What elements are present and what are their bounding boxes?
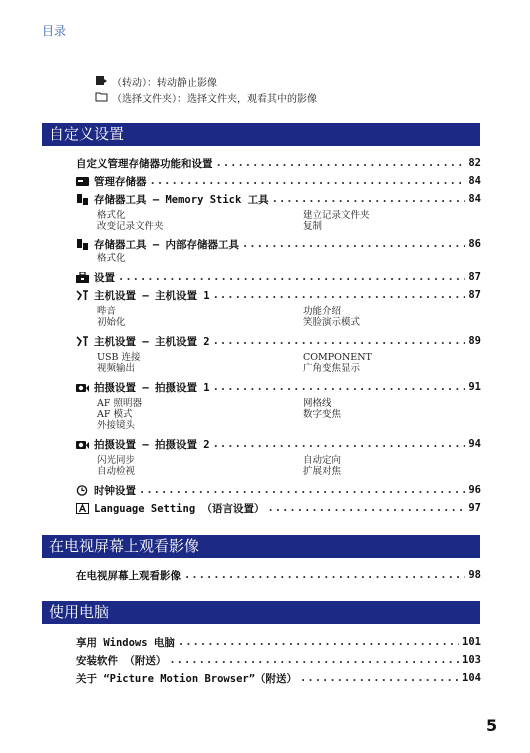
leader-dots	[118, 271, 465, 283]
intro-rotate-text: （转动）：转动静止影像	[112, 78, 217, 89]
intro-folder-text: （选择文件夹）：选择文件夹，观看其中的影像	[112, 94, 317, 105]
leader-dots	[300, 672, 459, 684]
camera-icon	[76, 439, 89, 450]
page-number: 5	[486, 716, 498, 735]
memory-tool-icon	[76, 239, 89, 250]
toc-entry-language-setting[interactable]	[76, 501, 481, 515]
entry-page: 87	[468, 289, 481, 301]
toc-entry-tv-viewing[interactable]	[76, 568, 481, 582]
subitem: 复制	[303, 221, 323, 232]
leader-dots	[213, 335, 466, 347]
wrench-icon	[76, 336, 89, 347]
wrench-icon	[76, 290, 89, 301]
subitem: AF 模式	[97, 409, 133, 420]
clock-icon	[76, 485, 89, 496]
entry-page: 86	[468, 238, 481, 250]
entry-label: 存储器工具 — 内部存储器工具	[94, 238, 239, 251]
leader-dots	[150, 175, 466, 187]
subitem: AF 照明器	[97, 398, 142, 409]
subitem: 广角变焦显示	[303, 363, 361, 374]
subitem: 自动定向	[303, 455, 342, 466]
leader-dots	[169, 654, 459, 666]
section-tv-viewing: 在电视屏幕上观看影像	[42, 535, 480, 558]
section-custom-settings: 自定义设置	[42, 123, 480, 146]
folder-icon	[95, 91, 108, 102]
toc-entry-windows-pc[interactable]	[76, 635, 481, 649]
subitem: USB 连接	[97, 352, 141, 363]
subitem: 自动检视	[97, 466, 136, 477]
subitem: 数字变焦	[303, 409, 342, 420]
entry-label: Language Setting （语言设置）	[94, 502, 265, 515]
leader-dots	[178, 636, 459, 648]
entry-page: 94	[468, 438, 481, 450]
subitem: 笑脸演示模式	[303, 317, 361, 328]
leader-dots	[139, 484, 465, 496]
language-icon	[76, 503, 89, 514]
leader-dots	[184, 569, 465, 581]
memory-tool-icon	[76, 194, 89, 205]
toc-entry-internal-memory-tool[interactable]	[76, 237, 481, 251]
camera-icon	[76, 382, 89, 393]
entry-label: 主机设置 — 主机设置 2	[94, 335, 210, 348]
section-using-computer: 使用电脑	[42, 601, 480, 624]
subitem: 外接镜头	[97, 420, 136, 431]
entry-page: 84	[468, 175, 481, 187]
subitem: 初始化	[97, 317, 126, 328]
entry-label: 自定义管理存储器功能和设置	[76, 157, 213, 170]
leader-dots	[213, 381, 466, 393]
leader-dots	[267, 502, 465, 514]
rotate-icon	[95, 75, 108, 86]
subitem: 哔音	[97, 306, 117, 317]
entry-page: 101	[462, 636, 481, 648]
subitem: 功能介绍	[303, 306, 342, 317]
subitem: 建立记录文件夹	[303, 210, 370, 221]
subitem: 改变记录文件夹	[97, 221, 164, 232]
leader-dots	[213, 289, 466, 301]
toc-link[interactable]: 目录	[42, 24, 67, 38]
entry-label: 关于 “Picture Motion Browser”（附送）	[76, 672, 298, 685]
entry-page: 82	[468, 157, 481, 169]
entry-label: 享用 Windows 电脑	[76, 636, 175, 649]
entry-page: 96	[468, 484, 481, 496]
entry-label: 在电视屏幕上观看影像	[76, 569, 181, 582]
subitem: 网格线	[303, 398, 332, 409]
entry-page: 89	[468, 335, 481, 347]
toc-entry-custom-memory[interactable]	[76, 156, 481, 170]
entry-label: 存储器工具 — Memory Stick 工具	[94, 193, 269, 206]
leader-dots	[242, 238, 465, 250]
toc-entry-shooting-setup-2[interactable]	[76, 437, 481, 451]
entry-page: 84	[468, 193, 481, 205]
leader-dots	[216, 157, 466, 169]
entry-label: 主机设置 — 主机设置 1	[94, 289, 210, 302]
toc-entry-memory-stick-tool[interactable]	[76, 192, 481, 206]
memory-manage-icon	[76, 176, 89, 187]
entry-page: 91	[468, 381, 481, 393]
toc-entry-install-software[interactable]	[76, 653, 481, 667]
subitem: COMPONENT	[303, 352, 372, 363]
subitem: 扩展对焦	[303, 466, 342, 477]
entry-label: 设置	[94, 271, 115, 284]
toc-entry-picture-motion-browser[interactable]	[76, 671, 481, 685]
toc-entry-shooting-setup-1[interactable]	[76, 380, 481, 394]
entry-label: 拍摄设置 — 拍摄设置 1	[94, 381, 210, 394]
leader-dots	[272, 193, 466, 205]
toc-entry-main-setup-2[interactable]	[76, 334, 481, 348]
toc-entry-manage-memory[interactable]	[76, 174, 481, 188]
entry-page: 104	[462, 672, 481, 684]
subitem: 格式化	[97, 253, 126, 264]
toc-entry-main-setup-1[interactable]	[76, 288, 481, 302]
entry-label: 安装软件 （附送）	[76, 654, 167, 667]
entry-page: 98	[468, 569, 481, 581]
entry-page: 103	[462, 654, 481, 666]
subitem: 视频输出	[97, 363, 136, 374]
subitem: 格式化	[97, 210, 126, 221]
leader-dots	[213, 438, 466, 450]
entry-label: 时钟设置	[94, 484, 136, 497]
toc-entry-clock-setup[interactable]	[76, 483, 481, 497]
entry-label: 拍摄设置 — 拍摄设置 2	[94, 438, 210, 451]
entry-page: 97	[468, 502, 481, 514]
entry-label: 管理存储器	[94, 175, 147, 188]
subitem: 闪光同步	[97, 455, 136, 466]
toolbox-icon	[76, 272, 89, 283]
entry-page: 87	[468, 271, 481, 283]
toc-entry-setup[interactable]	[76, 270, 481, 284]
